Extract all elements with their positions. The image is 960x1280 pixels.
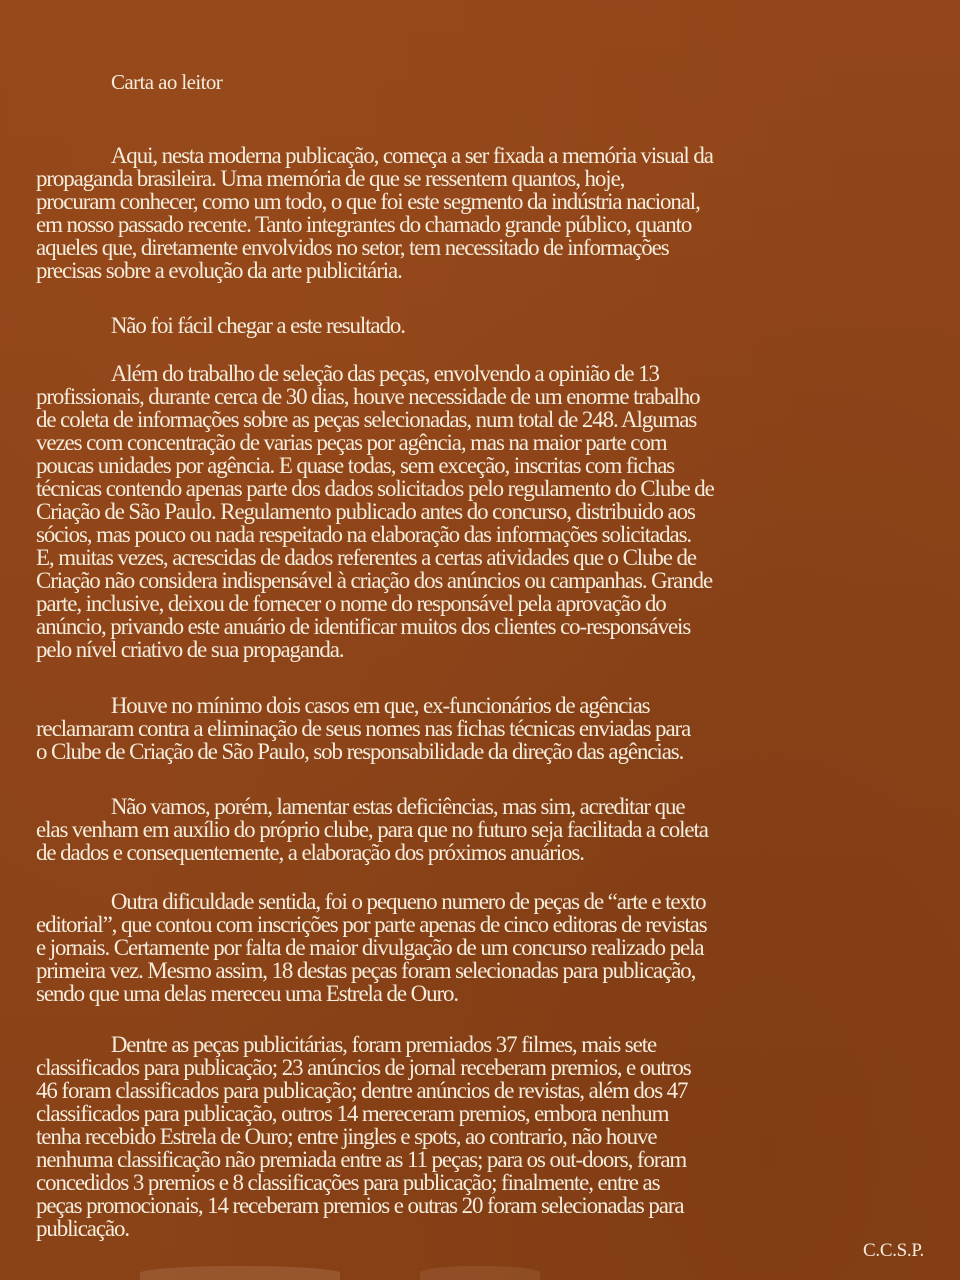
page-wear-mark [140,1266,340,1280]
paragraph-1 [36,144,926,282]
text-line: técnicas contendo apenas parte dos dados solicitados pelo regulamento do Clube de [36,476,714,501]
text-line: em nosso passado recente. Tanto integrantes do chamado grande público, quanto [36,212,692,237]
text-line: Dentre as peças publicitárias, foram premiados 37 filmes, mais sete [110,1032,657,1057]
text-line: parte, inclusive, deixou de fornecer o nome do responsável pela aprovação do [36,591,666,616]
signature: C.C.S.P. [863,1240,924,1261]
text-line: reclamaram contra a eliminação de seus nomes nas fichas técnicas enviadas para [36,716,691,741]
text-line: precisas sobre a evolução da arte publicitária. [36,258,402,283]
paragraph-6 [36,890,926,1005]
text-line: de dados e consequentemente, a elaboração dos próximos anuários. [36,840,584,865]
text-line: publicação. [36,1216,130,1241]
page-wear-mark [420,1266,540,1280]
text-line: Criação não considera indispensável à criação dos anúncios ou campanhas. Grande [36,568,713,593]
paragraph-7 [36,1033,926,1240]
text-line: Aqui, nesta moderna publicação, começa a ser fixada a memória visual da [110,143,713,168]
text-line: editorial”, que contou com inscrições por parte apenas de cinco editoras de revistas [36,912,707,937]
text-line: anúncio, privando este anuário de identificar muitos dos clientes co-responsáveis [36,614,691,639]
text-line: Além do trabalho de seleção das peças, envolvendo a opinião de 13 [110,361,659,386]
text-line: sócios, mas pouco ou nada respeitado na elaboração das informações solicitadas. [36,522,692,547]
text-line: concedidos 3 premios e 8 classificações para publicação; finalmente, entre as [36,1170,660,1195]
letter-title: Carta ao leitor [111,70,223,94]
text-line: Não vamos, porém, lamentar estas deficiências, mas sim, acreditar que [110,794,685,819]
paragraph-4 [36,694,926,763]
text-line: o Clube de Criação de São Paulo, sob responsabilidade da direção das agências. [36,739,684,764]
letter-page [36,0,926,1280]
text-line: Não foi fácil chegar a este resultado. [110,313,405,338]
text-line: classificados para publicação, outros 14 mereceram premios, embora nenhum [36,1101,669,1126]
text-line: sendo que uma delas mereceu uma Estrela de Ouro. [36,981,459,1006]
text-line: procuram conhecer, como um todo, o que foi este segmento da indústria nacional, [36,189,700,214]
text-line: aqueles que, diretamente envolvidos no setor, tem necessitado de informações [36,235,669,260]
text-line: primeira vez. Mesmo assim, 18 destas peças foram selecionadas para publicação, [36,958,696,983]
text-line: nenhuma classificação não premiada entre as 11 peças; para os out-doors, foram [36,1147,687,1172]
text-line: vezes com concentração de varias peças por agência, mas na maior parte com [36,430,667,455]
text-line: 46 foram classificados para publicação; dentre anúncios de revistas, além dos 47 [36,1078,688,1103]
text-line: profissionais, durante cerca de 30 dias, houve necessidade de um enorme trabalho [36,384,700,409]
paragraph-5 [36,795,926,864]
text-line: propaganda brasileira. Uma memória de que se ressentem quantos, hoje, [36,166,625,191]
text-line: Houve no mínimo dois casos em que, ex-funcionários de agências [110,693,650,718]
text-line: E, muitas vezes, acrescidas de dados referentes a certas atividades que o Clube de [36,545,697,570]
text-line: Criação de São Paulo. Regulamento publicado antes do concurso, distribuido aos [36,499,695,524]
text-line: elas venham em auxílio do próprio clube, para que no futuro seja facilitada a coleta [36,817,708,842]
text-line: de coleta de informações sobre as peças selecionadas, num total de 248. Algumas [36,407,697,432]
paragraph-3 [36,362,926,661]
text-line: Outra dificuldade sentida, foi o pequeno numero de peças de “arte e texto [110,889,706,914]
text-line: peças promocionais, 14 receberam premios e outras 20 foram selecionadas para [36,1193,684,1218]
text-line: pelo nível criativo de sua propaganda. [36,637,344,662]
text-line: tenha recebido Estrela de Ouro; entre jingles e spots, ao contrario, não houve [36,1124,657,1149]
paragraph-2 [36,314,926,337]
text-line: poucas unidades por agência. E quase todas, sem exceção, inscritas com fichas [36,453,675,478]
text-line: classificados para publicação; 23 anúncios de jornal receberam premios, e outros [36,1055,691,1080]
text-line: e jornais. Certamente por falta de maior divulgação de um concurso realizado pela [36,935,704,960]
